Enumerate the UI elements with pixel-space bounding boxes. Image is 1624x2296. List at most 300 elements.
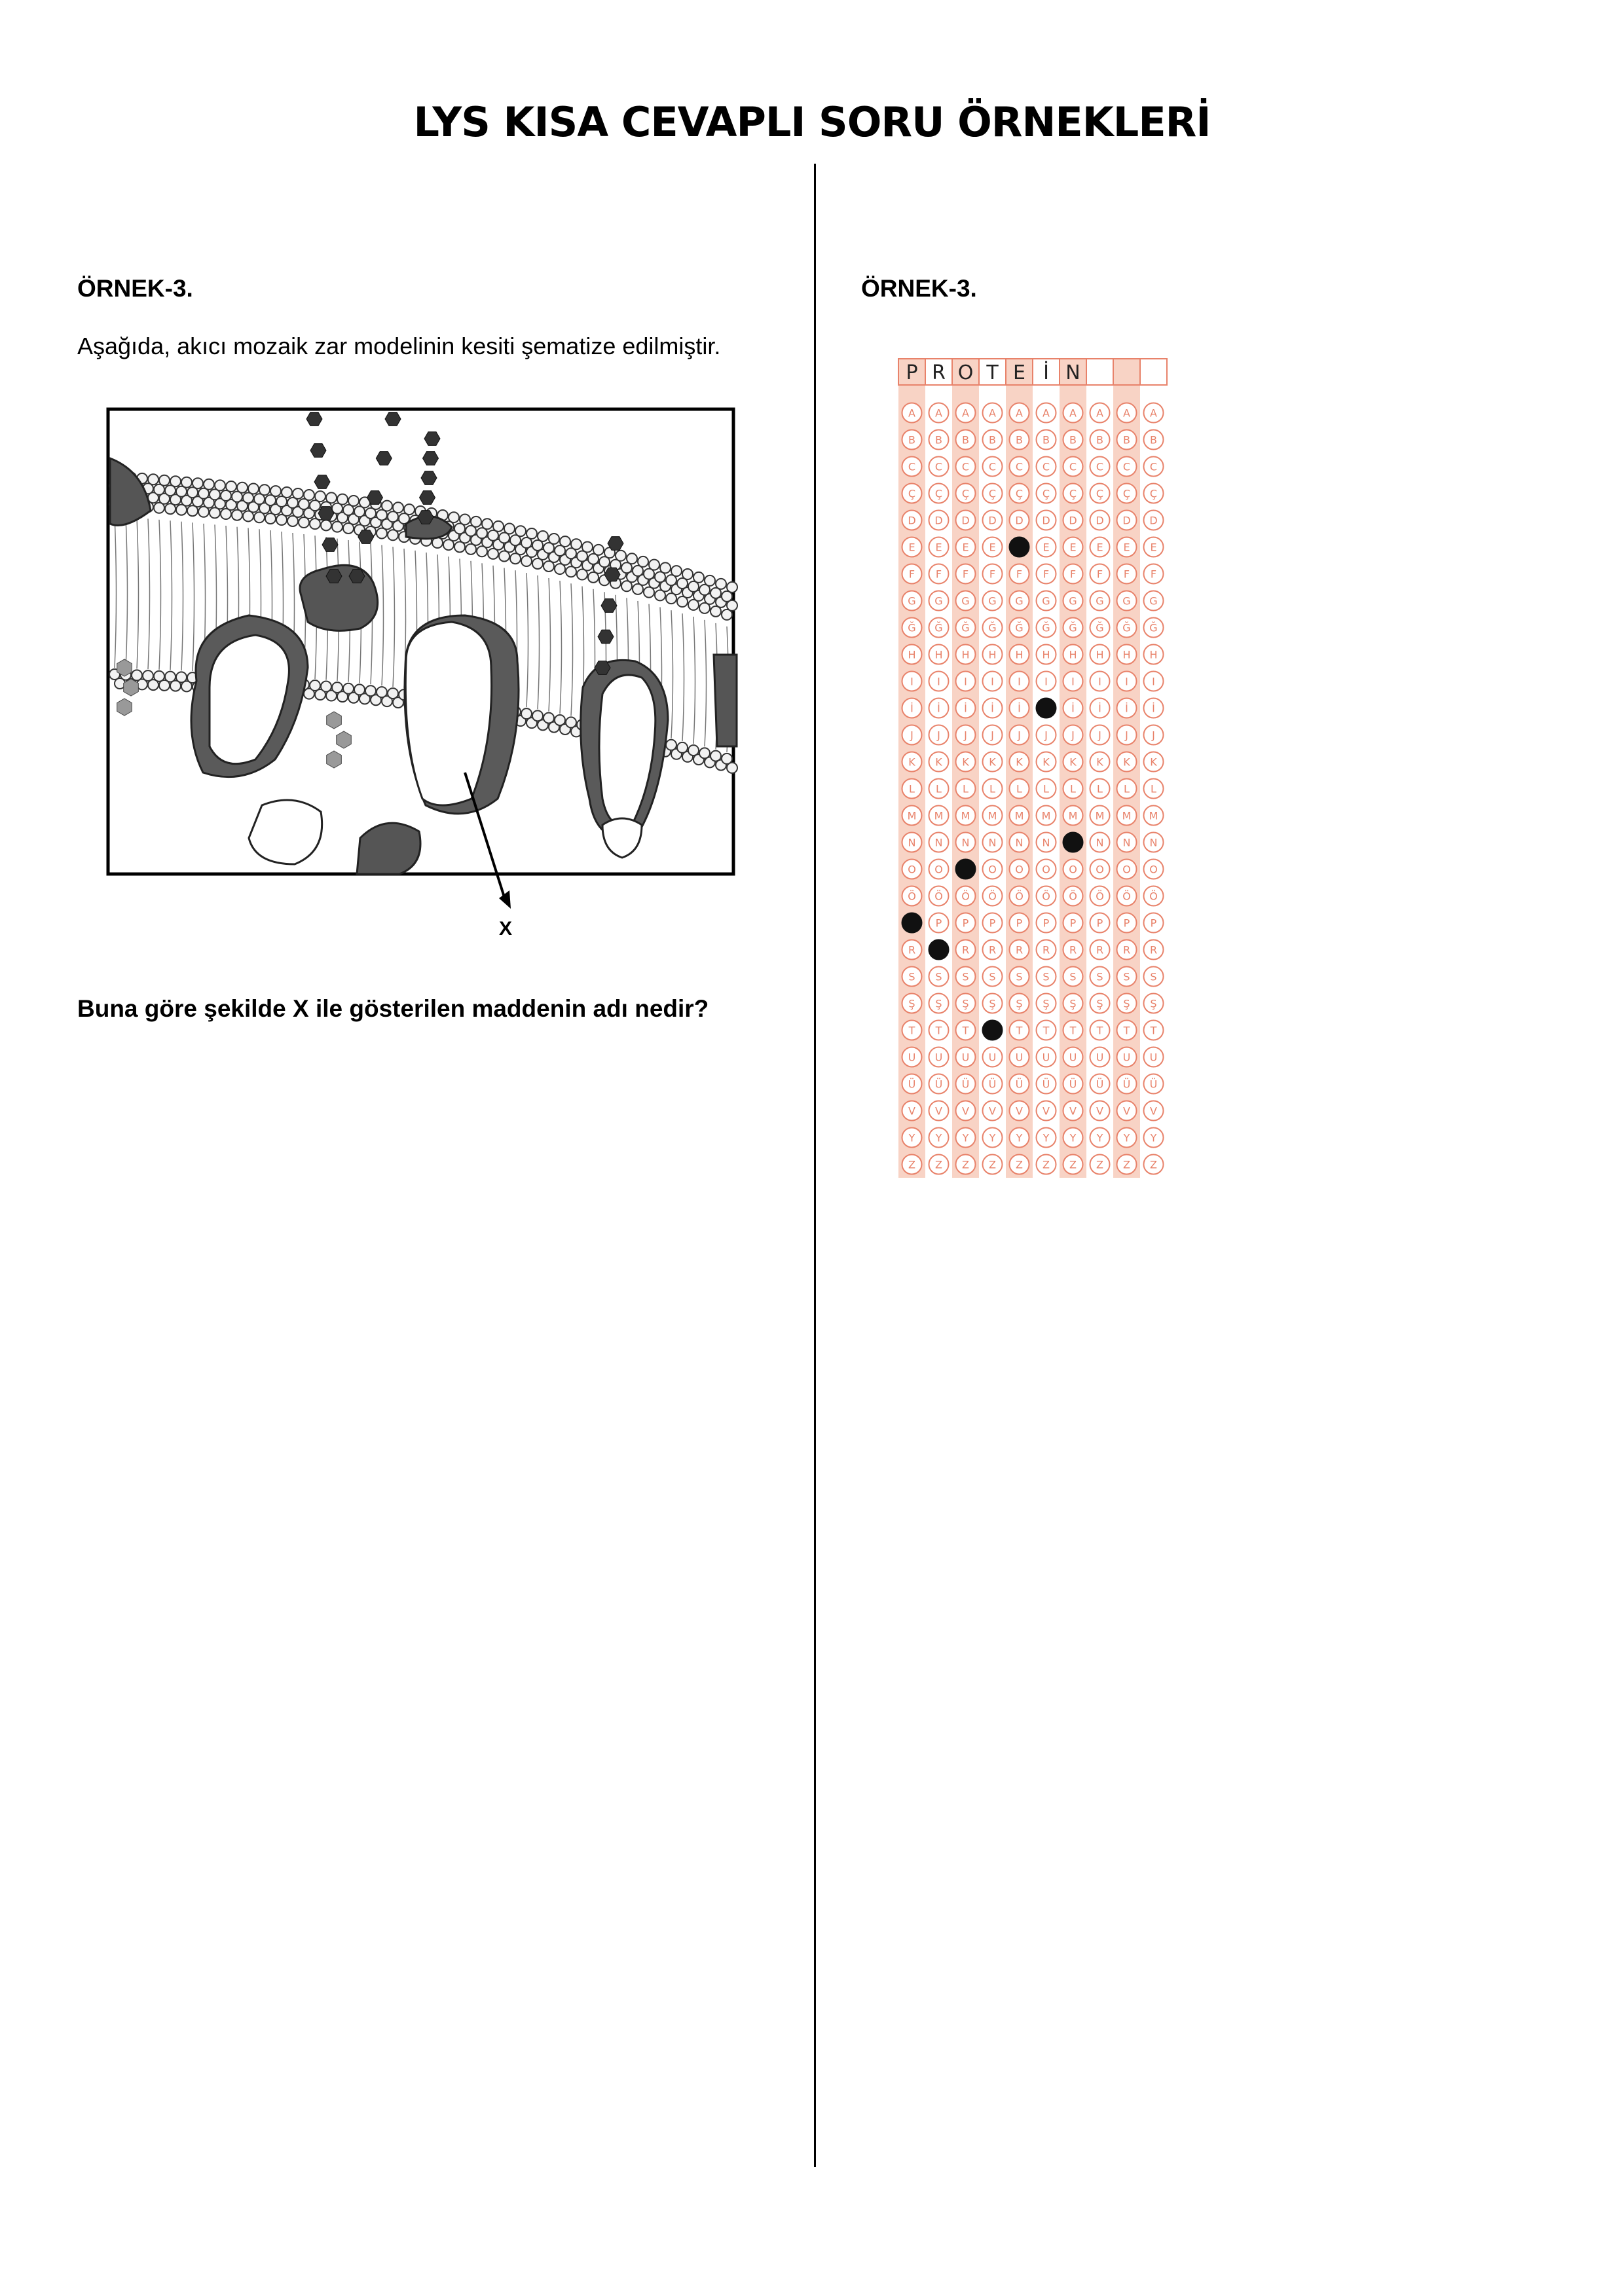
- bubble-letter: I: [1125, 675, 1128, 688]
- bubble-letter: T: [1123, 1024, 1130, 1037]
- bubble-letter: Ü: [1042, 1078, 1050, 1091]
- bubble-letter: C: [961, 460, 970, 473]
- bubble-letter: G: [1122, 594, 1131, 608]
- bubble-letter: T: [935, 1024, 942, 1037]
- filled-bubble[interactable]: [929, 940, 949, 960]
- bubble-letter: U: [961, 1051, 970, 1064]
- bubble-letter: Z: [1043, 1158, 1050, 1171]
- bubble-letter: F: [1069, 568, 1077, 581]
- bubble-letter: Ü: [1149, 1078, 1158, 1091]
- bubble-letter: J: [937, 729, 940, 742]
- bubble-letter: H: [1122, 648, 1131, 661]
- bubble-letter: I: [1071, 675, 1075, 688]
- bubble-letter: S: [1096, 970, 1103, 983]
- bubble-letter: Ğ: [961, 621, 970, 634]
- bubble-letter: S: [962, 970, 969, 983]
- bubble-letter: Z: [1069, 1158, 1077, 1171]
- bubble-letter: F: [1016, 568, 1023, 581]
- bubble-letter: T: [1069, 1024, 1077, 1037]
- bubble-letter: R: [1122, 943, 1131, 957]
- left-heading: ÖRNEK-3.: [77, 275, 193, 302]
- bubble-letter: Ö: [961, 890, 970, 903]
- bubble-letter: A: [1043, 407, 1050, 420]
- bubble-letter: B: [1043, 433, 1050, 446]
- bubble-letter: V: [908, 1104, 915, 1118]
- bubble-letter: Ğ: [1149, 621, 1158, 634]
- bubble-letter: B: [1016, 433, 1023, 446]
- bubble-letter: D: [1096, 514, 1104, 527]
- bubble-letter: J: [1018, 729, 1021, 742]
- bubble-letter: K: [962, 756, 969, 769]
- answer-box[interactable]: [1086, 359, 1113, 385]
- bubble-letter: V: [962, 1104, 969, 1118]
- filled-bubble[interactable]: [902, 913, 922, 933]
- bubble-letter: Ç: [934, 487, 943, 500]
- bubble-letter: N: [961, 836, 970, 849]
- bubble-letter: C: [1096, 460, 1104, 473]
- bubble-letter: S: [1123, 970, 1130, 983]
- bubble-letter: Ç: [961, 487, 970, 500]
- bubble-letter: Ü: [1096, 1078, 1104, 1091]
- bubble-letter: A: [908, 407, 915, 420]
- bubble-letter: Y: [908, 1131, 915, 1144]
- bubble-letter: Y: [1043, 1131, 1050, 1144]
- bubble-letter: P: [1123, 917, 1130, 930]
- bubble-letter: J: [1044, 729, 1048, 742]
- bubble-letter: G: [988, 594, 997, 608]
- bubble-letter: V: [1016, 1104, 1023, 1118]
- bubble-letter: Z: [962, 1158, 969, 1171]
- bubble-letter: B: [1150, 433, 1157, 446]
- bubble-letter: N: [934, 836, 943, 849]
- bubble-letter: D: [1122, 514, 1131, 527]
- bubble-letter: M: [1041, 809, 1051, 822]
- answer-box-letter: O: [957, 361, 974, 384]
- bubble-letter: U: [1096, 1051, 1104, 1064]
- bubble-letter: Z: [935, 1158, 942, 1171]
- bubble-letter: I: [1044, 675, 1048, 688]
- bubble-letter: E: [989, 541, 996, 554]
- bubble-letter: Y: [1016, 1131, 1023, 1144]
- bubble-letter: J: [1152, 729, 1155, 742]
- bubble-letter: H: [934, 648, 943, 661]
- bubble-letter: N: [1096, 836, 1104, 849]
- bubble-letter: Ö: [988, 890, 997, 903]
- bubble-letter: N: [988, 836, 997, 849]
- bubble-letter: İ: [1125, 702, 1128, 715]
- answer-box-letter: E: [1013, 361, 1025, 384]
- bubble-letter: J: [1125, 729, 1128, 742]
- bubble-letter: Ş: [1069, 997, 1077, 1010]
- x-label: X: [499, 918, 513, 939]
- bubble-letter: S: [1043, 970, 1050, 983]
- bubble-letter: A: [1123, 407, 1130, 420]
- bubble-letter: E: [1150, 541, 1157, 554]
- bubble-letter: Ö: [1069, 890, 1077, 903]
- bubble-letter: F: [1043, 568, 1050, 581]
- bubble-letter: M: [1149, 809, 1158, 822]
- bubble-letter: L: [963, 782, 969, 795]
- answer-box-letter: P: [906, 361, 918, 384]
- bubble-letter: B: [962, 433, 969, 446]
- bubble-letter: R: [1149, 943, 1158, 957]
- bubble-letter: G: [1042, 594, 1050, 608]
- bubble-letter: Ü: [1122, 1078, 1131, 1091]
- bubble-letter: G: [908, 594, 916, 608]
- bubble-letter: V: [989, 1104, 996, 1118]
- bubble-letter: P: [962, 917, 969, 930]
- answer-box-letter: R: [932, 361, 946, 384]
- bubble-letter: Ö: [934, 890, 943, 903]
- membrane-diagram: [98, 380, 753, 956]
- bubble-letter: P: [1096, 917, 1103, 930]
- bubble-letter: I: [937, 675, 940, 688]
- bubble-letter: T: [908, 1024, 915, 1037]
- bubble-letter: F: [1096, 568, 1103, 581]
- bubble-letter: D: [934, 514, 943, 527]
- bubble-letter: L: [989, 782, 995, 795]
- bubble-letter: Ç: [1015, 487, 1024, 500]
- bubble-letter: Ü: [988, 1078, 997, 1091]
- bubble-letter: M: [934, 809, 944, 822]
- bubble-letter: İ: [1152, 702, 1155, 715]
- bubble-letter: E: [1123, 541, 1130, 554]
- bubble-letter: H: [1149, 648, 1158, 661]
- bubble-letter: P: [1016, 917, 1023, 930]
- bubble-letter: M: [1014, 809, 1024, 822]
- bubble-letter: H: [1015, 648, 1024, 661]
- bubble-letter: K: [989, 756, 996, 769]
- bubble-letter: C: [988, 460, 997, 473]
- bubble-letter: O: [908, 863, 916, 876]
- column-divider: [814, 164, 816, 2167]
- bubble-letter: R: [908, 943, 916, 957]
- bubble-letter: Ö: [1096, 890, 1104, 903]
- bubble-letter: U: [1122, 1051, 1131, 1064]
- bubble-letter: U: [1015, 1051, 1024, 1064]
- bubble-letter: L: [1070, 782, 1076, 795]
- bubble-letter: İ: [964, 702, 967, 715]
- intro-text: Aşağıda, akıcı mozaik zar modelinin kesiti şematize edilmiştir.: [77, 333, 721, 359]
- bubble-letter: I: [910, 675, 913, 688]
- bubble-letter: J: [910, 729, 913, 742]
- bubble-letter: A: [1016, 407, 1023, 420]
- answer-box-letter: İ: [1043, 361, 1049, 384]
- bubble-letter: Ğ: [1015, 621, 1024, 634]
- bubble-letter: Ğ: [988, 621, 997, 634]
- bubble-letter: N: [1015, 836, 1024, 849]
- bubble-letter: R: [1015, 943, 1024, 957]
- bubble-letter: U: [934, 1051, 943, 1064]
- bubble-letter: L: [1151, 782, 1156, 795]
- bubble-letter: J: [1071, 729, 1075, 742]
- bubble-letter: Ç: [988, 487, 997, 500]
- bubble-letter: M: [1068, 809, 1078, 822]
- bubble-letter: Ğ: [934, 621, 943, 634]
- bubble-letter: J: [964, 729, 967, 742]
- question-text: Buna göre şekilde X ile gösterilen maddenin adı nedir?: [77, 995, 709, 1022]
- bubble-letter: C: [1042, 460, 1050, 473]
- answer-grid: [891, 354, 1172, 1178]
- bubble-letter: F: [989, 568, 996, 581]
- bubble-letter: Ç: [1149, 487, 1158, 500]
- bubble-letter: C: [1122, 460, 1131, 473]
- bubble-letter: M: [1095, 809, 1105, 822]
- bubble-letter: H: [961, 648, 970, 661]
- bubble-letter: J: [1098, 729, 1101, 742]
- bubble-letter: E: [935, 541, 942, 554]
- bubble-letter: H: [988, 648, 997, 661]
- bubble-letter: A: [989, 407, 996, 420]
- bubble-letter: Y: [962, 1131, 969, 1144]
- bubble-letter: İ: [937, 702, 940, 715]
- bubble-letter: F: [908, 568, 915, 581]
- bubble-letter: İ: [991, 702, 994, 715]
- bubble-letter: U: [1069, 1051, 1077, 1064]
- bubble-letter: Ş: [989, 997, 996, 1010]
- bubble-letter: C: [908, 460, 916, 473]
- bubble-letter: Ş: [1043, 997, 1050, 1010]
- bubble-letter: N: [1042, 836, 1050, 849]
- bubble-letter: H: [1042, 648, 1050, 661]
- bubble-letter: Y: [935, 1131, 942, 1144]
- bubble-letter: K: [1043, 756, 1050, 769]
- bubble-letter: K: [1016, 756, 1023, 769]
- bubble-letter: M: [987, 809, 997, 822]
- bubble-letter: Ğ: [1042, 621, 1050, 634]
- answer-box[interactable]: [1113, 359, 1140, 385]
- bubble-letter: Ö: [1042, 890, 1050, 903]
- bubble-letter: V: [1123, 1104, 1130, 1118]
- bubble-letter: T: [962, 1024, 969, 1037]
- bubble-letter: Ç: [1122, 487, 1131, 500]
- bubble-letter: Ş: [908, 997, 915, 1010]
- bubble-letter: Ş: [1096, 997, 1103, 1010]
- bubble-letter: K: [1096, 756, 1103, 769]
- bubble-letter: Ü: [908, 1078, 916, 1091]
- bubble-letter: Ğ: [1069, 621, 1077, 634]
- bubble-letter: M: [907, 809, 917, 822]
- bubble-letter: E: [1096, 541, 1103, 554]
- bubble-letter: Ş: [1123, 997, 1130, 1010]
- bubble-letter: B: [908, 433, 915, 446]
- bubble-letter: J: [991, 729, 994, 742]
- bubble-letter: K: [1069, 756, 1077, 769]
- bubble-letter: F: [962, 568, 969, 581]
- bubble-letter: R: [961, 943, 970, 957]
- bubble-letter: I: [1018, 675, 1021, 688]
- bubble-letter: S: [908, 970, 915, 983]
- bubble-letter: F: [1123, 568, 1130, 581]
- bubble-letter: P: [935, 917, 942, 930]
- bubble-letter: Ü: [1015, 1078, 1024, 1091]
- bubble-letter: R: [988, 943, 997, 957]
- bubble-letter: U: [1149, 1051, 1158, 1064]
- bubble-letter: S: [989, 970, 996, 983]
- bubble-letter: L: [1016, 782, 1022, 795]
- bubble-letter: O: [1042, 863, 1050, 876]
- bubble-letter: D: [988, 514, 997, 527]
- bubble-letter: K: [1123, 756, 1130, 769]
- bubble-letter: C: [934, 460, 943, 473]
- bubble-letter: İ: [1018, 702, 1021, 715]
- bubble-letter: I: [1098, 675, 1101, 688]
- bubble-letter: İ: [1071, 702, 1075, 715]
- bubble-letter: G: [934, 594, 943, 608]
- bubble-letter: A: [1150, 407, 1157, 420]
- bubble-letter: U: [988, 1051, 997, 1064]
- bubble-letter: Ğ: [908, 621, 916, 634]
- bubble-letter: Ü: [1069, 1078, 1077, 1091]
- bubble-letter: I: [1152, 675, 1155, 688]
- bubble-letter: D: [1069, 514, 1077, 527]
- bubble-letter: V: [1150, 1104, 1157, 1118]
- answer-box-letter: N: [1065, 361, 1080, 384]
- bubble-letter: P: [1069, 917, 1077, 930]
- bubble-letter: E: [962, 541, 969, 554]
- bubble-letter: U: [1042, 1051, 1050, 1064]
- bubble-letter: O: [1069, 863, 1077, 876]
- page-title: LYS KISA CEVAPLI SORU ÖRNEKLERİ: [413, 98, 1211, 146]
- bubble-letter: K: [935, 756, 942, 769]
- bubble-letter: G: [1149, 594, 1158, 608]
- bubble-letter: P: [1043, 917, 1050, 930]
- bubble-letter: Ş: [962, 997, 969, 1010]
- bubble-letter: H: [1096, 648, 1104, 661]
- bubble-letter: G: [1015, 594, 1024, 608]
- filled-bubble[interactable]: [1010, 538, 1029, 557]
- bubble-letter: O: [934, 863, 943, 876]
- bubble-letter: O: [1096, 863, 1104, 876]
- bubble-letter: L: [936, 782, 942, 795]
- filled-bubble[interactable]: [1037, 699, 1056, 718]
- bubble-letter: I: [964, 675, 967, 688]
- bubble-letter: Y: [1123, 1131, 1130, 1144]
- bubble-letter: Z: [1016, 1158, 1023, 1171]
- bubble-letter: Y: [1150, 1131, 1157, 1144]
- bubble-letter: Ğ: [1096, 621, 1104, 634]
- bubble-letter: V: [1096, 1104, 1103, 1118]
- bubble-letter: G: [961, 594, 970, 608]
- bubble-letter: L: [1097, 782, 1103, 795]
- bubble-letter: Z: [1123, 1158, 1130, 1171]
- filled-bubble[interactable]: [956, 860, 976, 879]
- answer-box-letter: T: [986, 361, 999, 384]
- bubble-letter: T: [1150, 1024, 1157, 1037]
- bubble-letter: B: [935, 433, 942, 446]
- answer-box[interactable]: [1140, 359, 1167, 385]
- bubble-letter: O: [1122, 863, 1131, 876]
- bubble-letter: B: [989, 433, 996, 446]
- bubble-letter: C: [1149, 460, 1158, 473]
- bubble-letter: O: [988, 863, 997, 876]
- bubble-letter: S: [1150, 970, 1157, 983]
- bubble-letter: R: [1069, 943, 1077, 957]
- bubble-letter: Ö: [1149, 890, 1158, 903]
- bubble-letter: I: [991, 675, 994, 688]
- bubble-letter: V: [935, 1104, 942, 1118]
- bubble-letter: O: [1149, 863, 1158, 876]
- bubble-letter: H: [908, 648, 916, 661]
- filled-bubble[interactable]: [1063, 833, 1083, 852]
- bubble-letter: Ö: [908, 890, 916, 903]
- bubble-letter: A: [1096, 407, 1103, 420]
- bubble-letter: Ç: [1069, 487, 1077, 500]
- bubble-letter: B: [1096, 433, 1103, 446]
- bubble-letter: D: [908, 514, 916, 527]
- bubble-letter: E: [1043, 541, 1050, 554]
- bubble-letter: V: [1043, 1104, 1050, 1118]
- bubble-letter: G: [1096, 594, 1104, 608]
- bubble-letter: B: [1069, 433, 1077, 446]
- bubble-letter: Y: [1069, 1131, 1077, 1144]
- right-heading: ÖRNEK-3.: [861, 275, 977, 302]
- bubble-letter: D: [1042, 514, 1050, 527]
- bubble-letter: D: [1149, 514, 1158, 527]
- bubble-letter: V: [1069, 1104, 1077, 1118]
- bubble-letter: N: [908, 836, 916, 849]
- bubble-letter: O: [1015, 863, 1024, 876]
- bubble-letter: L: [909, 782, 915, 795]
- bubble-letter: S: [1069, 970, 1077, 983]
- bubble-letter: Ş: [935, 997, 942, 1010]
- bubble-letter: K: [1150, 756, 1157, 769]
- bubble-letter: E: [1069, 541, 1077, 554]
- bubble-letter: M: [961, 809, 970, 822]
- bubble-letter: A: [935, 407, 942, 420]
- bubble-letter: F: [1150, 568, 1157, 581]
- bubble-letter: Ç: [1096, 487, 1104, 500]
- bubble-letter: P: [1150, 917, 1157, 930]
- bubble-letter: H: [1069, 648, 1077, 661]
- bubble-letter: Ö: [1122, 890, 1131, 903]
- bubble-letter: R: [1096, 943, 1104, 957]
- bubble-letter: G: [1069, 594, 1077, 608]
- bubble-letter: L: [1124, 782, 1130, 795]
- bubble-letter: K: [908, 756, 915, 769]
- bubble-letter: E: [908, 541, 915, 554]
- bubble-letter: T: [1043, 1024, 1050, 1037]
- bubble-letter: Ç: [908, 487, 916, 500]
- bubble-letter: P: [989, 917, 996, 930]
- bubble-letter: B: [1123, 433, 1130, 446]
- bubble-letter: D: [961, 514, 970, 527]
- filled-bubble[interactable]: [983, 1021, 1003, 1040]
- bubble-letter: T: [1016, 1024, 1023, 1037]
- bubble-letter: Ö: [1015, 890, 1024, 903]
- bubble-letter: N: [1149, 836, 1158, 849]
- bubble-letter: S: [935, 970, 942, 983]
- bubble-letter: Ü: [961, 1078, 970, 1091]
- bubble-letter: R: [1042, 943, 1050, 957]
- bubble-letter: C: [1069, 460, 1077, 473]
- bubble-letter: A: [962, 407, 969, 420]
- bubble-letter: S: [1016, 970, 1023, 983]
- bubble-letter: D: [1015, 514, 1024, 527]
- bubble-letter: Ç: [1042, 487, 1050, 500]
- bubble-letter: Z: [1150, 1158, 1157, 1171]
- bubble-letter: Z: [908, 1158, 915, 1171]
- bubble-letter: N: [1122, 836, 1131, 849]
- bubble-letter: A: [1069, 407, 1077, 420]
- bubble-letter: Y: [1096, 1131, 1103, 1144]
- bubble-letter: Ş: [1016, 997, 1023, 1010]
- bubble-letter: C: [1015, 460, 1024, 473]
- bubble-letter: Ğ: [1122, 621, 1131, 634]
- bubble-letter: M: [1122, 809, 1132, 822]
- bubble-letter: Z: [989, 1158, 996, 1171]
- bubble-letter: U: [908, 1051, 916, 1064]
